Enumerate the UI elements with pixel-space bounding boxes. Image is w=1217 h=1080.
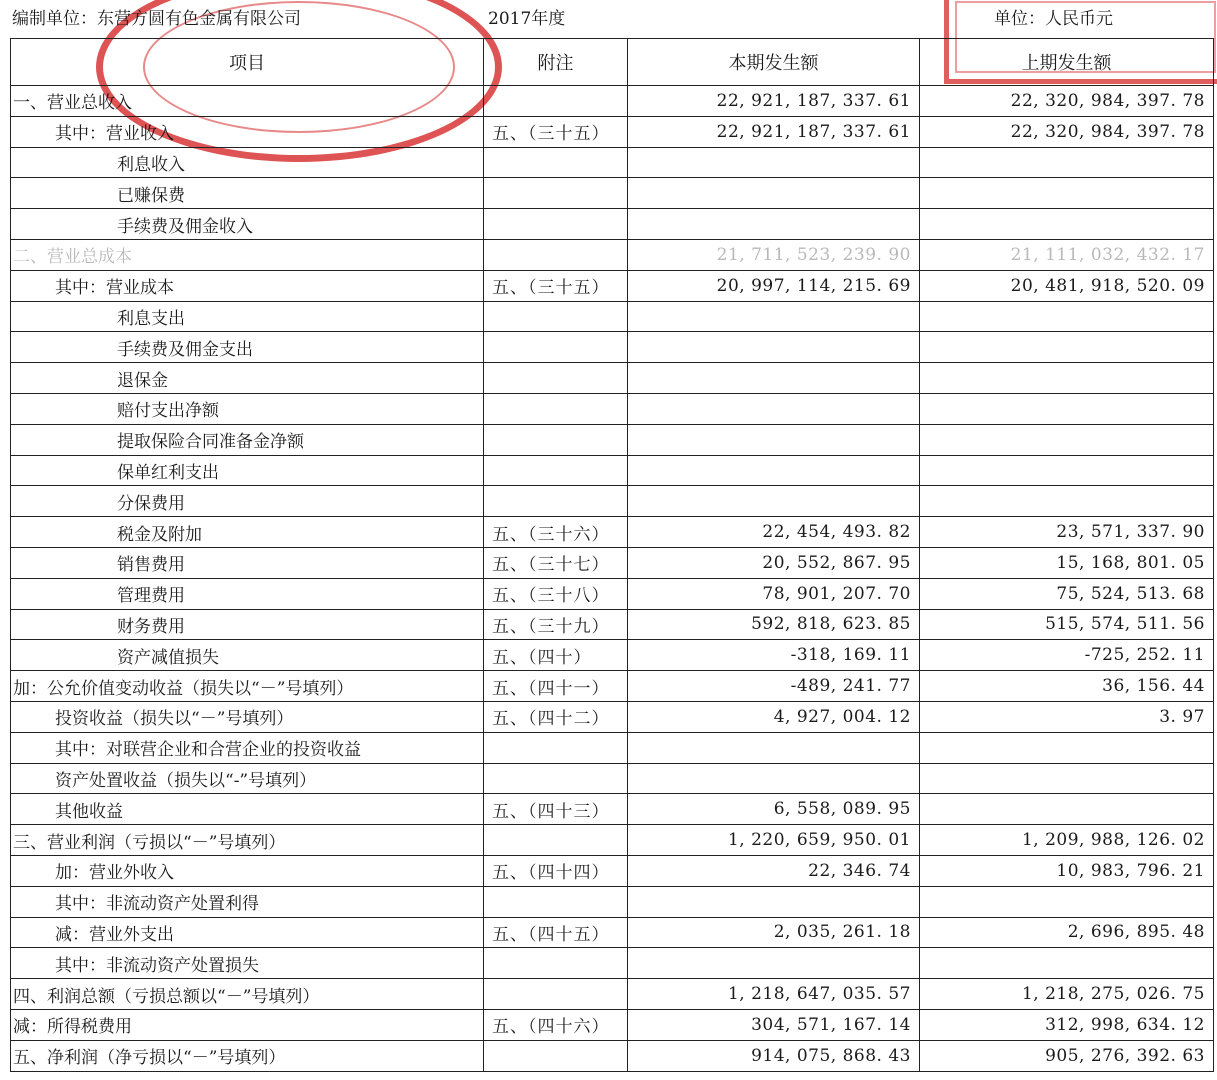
row-note-ref: 五、（四十六） <box>484 1009 628 1040</box>
row-item-label: 加：营业外收入 <box>11 855 484 886</box>
row-item-label: 保单红利支出 <box>11 455 484 486</box>
row-previous-amount: 2, 696, 895. 48 <box>920 917 1214 948</box>
row-item-label: 三、营业利润（亏损以“－”号填列） <box>11 825 484 856</box>
row-item-label: 投资收益（损失以“－”号填列） <box>11 701 484 732</box>
table-row <box>11 393 1214 424</box>
row-note-ref <box>484 393 628 424</box>
row-previous-amount <box>920 363 1214 394</box>
row-item-label: 加：公允价值变动收益（损失以“－”号填列） <box>11 671 484 702</box>
table-row <box>11 794 1214 825</box>
row-current-amount: 78, 901, 207. 70 <box>628 578 920 609</box>
row-item-label: 二、营业总成本 <box>11 239 484 270</box>
row-item-label: 其中：非流动资产处置利得 <box>11 886 484 917</box>
preparer-unit-label: 编制单位：东营方圆有色金属有限公司 <box>12 9 301 29</box>
row-note-ref <box>484 1040 628 1071</box>
row-current-amount: 1, 218, 647, 035. 57 <box>628 979 920 1010</box>
table-row <box>11 178 1214 209</box>
row-current-amount <box>628 393 920 424</box>
row-current-amount <box>628 455 920 486</box>
table-row <box>11 301 1214 332</box>
row-current-amount: 20, 552, 867. 95 <box>628 547 920 578</box>
column-header-item: 项目 <box>11 39 484 86</box>
row-previous-amount: 22, 320, 984, 397. 78 <box>920 86 1214 117</box>
currency-unit-label: 单位：人民币元 <box>994 9 1113 29</box>
table-header-row <box>11 39 1214 86</box>
row-note-ref <box>484 424 628 455</box>
row-item-label: 资产减值损失 <box>11 640 484 671</box>
row-item-label: 资产处置收益（损失以“-”号填列） <box>11 763 484 794</box>
table-row <box>11 332 1214 363</box>
row-previous-amount: 75, 524, 513. 68 <box>920 578 1214 609</box>
row-current-amount: 6, 558, 089. 95 <box>628 794 920 825</box>
row-item-label: 五、净利润（净亏损以“－”号填列） <box>11 1040 484 1071</box>
row-note-ref <box>484 147 628 178</box>
row-note-ref: 五、（四十） <box>484 640 628 671</box>
row-current-amount: 22, 921, 187, 337. 61 <box>628 116 920 147</box>
row-current-amount: 20, 997, 114, 215. 69 <box>628 270 920 301</box>
row-previous-amount: 515, 574, 511. 56 <box>920 609 1214 640</box>
row-item-label: 减：所得税费用 <box>11 1009 484 1040</box>
row-item-label: 其中：非流动资产处置损失 <box>11 948 484 979</box>
row-previous-amount <box>920 886 1214 917</box>
row-item-label: 手续费及佣金支出 <box>11 332 484 363</box>
row-item-label: 手续费及佣金收入 <box>11 209 484 240</box>
row-note-ref <box>484 301 628 332</box>
table-row <box>11 209 1214 240</box>
row-current-amount <box>628 486 920 517</box>
row-item-label: 四、利润总额（亏损总额以“－”号填列） <box>11 979 484 1010</box>
row-item-label: 减：营业外支出 <box>11 917 484 948</box>
row-current-amount <box>628 424 920 455</box>
row-item-label: 其中：对联营企业和合营企业的投资收益 <box>11 732 484 763</box>
row-current-amount <box>628 732 920 763</box>
row-previous-amount: -725, 252. 11 <box>920 640 1214 671</box>
column-header-previous: 上期发生额 <box>920 39 1214 86</box>
row-note-ref: 五、（三十六） <box>484 517 628 548</box>
row-item-label: 税金及附加 <box>11 517 484 548</box>
row-note-ref <box>484 886 628 917</box>
row-previous-amount: 22, 320, 984, 397. 78 <box>920 116 1214 147</box>
table-row <box>11 517 1214 548</box>
row-note-ref: 五、（三十七） <box>484 547 628 578</box>
row-note-ref <box>484 178 628 209</box>
row-item-label: 一、营业总收入 <box>11 86 484 117</box>
row-item-label: 利息收入 <box>11 147 484 178</box>
row-previous-amount <box>920 732 1214 763</box>
row-note-ref <box>484 948 628 979</box>
row-previous-amount: 10, 983, 796. 21 <box>920 855 1214 886</box>
row-previous-amount <box>920 393 1214 424</box>
table-row <box>11 701 1214 732</box>
row-current-amount <box>628 178 920 209</box>
row-note-ref <box>484 486 628 517</box>
row-note-ref <box>484 979 628 1010</box>
row-item-label: 分保费用 <box>11 486 484 517</box>
row-item-label: 其中：营业收入 <box>11 116 484 147</box>
table-row <box>11 640 1214 671</box>
row-previous-amount: 15, 168, 801. 05 <box>920 547 1214 578</box>
row-note-ref <box>484 363 628 394</box>
table-row <box>11 671 1214 702</box>
row-item-label: 利息支出 <box>11 301 484 332</box>
row-current-amount: 2, 035, 261. 18 <box>628 917 920 948</box>
row-previous-amount <box>920 301 1214 332</box>
row-previous-amount <box>920 486 1214 517</box>
row-previous-amount <box>920 424 1214 455</box>
income-statement-table <box>10 38 1214 1072</box>
row-current-amount: 304, 571, 167. 14 <box>628 1009 920 1040</box>
table-row <box>11 1009 1214 1040</box>
row-previous-amount <box>920 455 1214 486</box>
row-current-amount: -489, 241. 77 <box>628 671 920 702</box>
row-note-ref <box>484 86 628 117</box>
table-row <box>11 609 1214 640</box>
row-previous-amount: 1, 218, 275, 026. 75 <box>920 979 1214 1010</box>
table-row <box>11 979 1214 1010</box>
row-current-amount <box>628 147 920 178</box>
row-item-label: 退保金 <box>11 363 484 394</box>
row-current-amount: 22, 346. 74 <box>628 855 920 886</box>
row-note-ref <box>484 209 628 240</box>
row-previous-amount: 23, 571, 337. 90 <box>920 517 1214 548</box>
row-note-ref <box>484 332 628 363</box>
row-previous-amount: 20, 481, 918, 520. 09 <box>920 270 1214 301</box>
row-previous-amount <box>920 178 1214 209</box>
row-previous-amount <box>920 147 1214 178</box>
table-row <box>11 486 1214 517</box>
row-note-ref: 五、（三十五） <box>484 270 628 301</box>
row-item-label: 销售费用 <box>11 547 484 578</box>
row-previous-amount: 1, 209, 988, 126. 02 <box>920 825 1214 856</box>
document-header <box>0 0 1217 38</box>
table-row <box>11 147 1214 178</box>
row-current-amount <box>628 948 920 979</box>
row-item-label: 赔付支出净额 <box>11 393 484 424</box>
row-current-amount: 4, 927, 004. 12 <box>628 701 920 732</box>
row-note-ref: 五、（四十四） <box>484 855 628 886</box>
table-row <box>11 917 1214 948</box>
row-note-ref: 五、（四十一） <box>484 671 628 702</box>
row-previous-amount: 21, 111, 032, 432. 17 <box>920 239 1214 270</box>
row-current-amount: 1, 220, 659, 950. 01 <box>628 825 920 856</box>
table-row <box>11 455 1214 486</box>
row-note-ref <box>484 763 628 794</box>
row-previous-amount <box>920 332 1214 363</box>
row-note-ref <box>484 239 628 270</box>
row-item-label: 其他收益 <box>11 794 484 825</box>
row-previous-amount: 312, 998, 634. 12 <box>920 1009 1214 1040</box>
row-previous-amount <box>920 763 1214 794</box>
row-current-amount: 21, 711, 523, 239. 90 <box>628 239 920 270</box>
table-row <box>11 825 1214 856</box>
row-previous-amount <box>920 209 1214 240</box>
row-current-amount: -318, 169. 11 <box>628 640 920 671</box>
row-current-amount: 914, 075, 868. 43 <box>628 1040 920 1071</box>
table-row <box>11 855 1214 886</box>
table-row <box>11 424 1214 455</box>
table-row <box>11 948 1214 979</box>
row-item-label: 其中：营业成本 <box>11 270 484 301</box>
row-current-amount <box>628 209 920 240</box>
fiscal-year-label: 2017年度 <box>488 9 566 29</box>
row-previous-amount <box>920 948 1214 979</box>
table-row <box>11 270 1214 301</box>
table-row <box>11 363 1214 394</box>
row-note-ref: 五、（三十九） <box>484 609 628 640</box>
table-row <box>11 547 1214 578</box>
row-current-amount <box>628 363 920 394</box>
table-row <box>11 732 1214 763</box>
row-current-amount <box>628 763 920 794</box>
row-note-ref: 五、（三十八） <box>484 578 628 609</box>
row-current-amount: 592, 818, 623. 85 <box>628 609 920 640</box>
row-note-ref: 五、（四十二） <box>484 701 628 732</box>
column-header-note: 附注 <box>484 39 628 86</box>
row-note-ref: 五、（四十三） <box>484 794 628 825</box>
row-previous-amount <box>920 794 1214 825</box>
row-item-label: 提取保险合同准备金净额 <box>11 424 484 455</box>
row-current-amount: 22, 921, 187, 337. 61 <box>628 86 920 117</box>
row-current-amount <box>628 301 920 332</box>
row-note-ref: 五、（三十五） <box>484 116 628 147</box>
row-item-label: 管理费用 <box>11 578 484 609</box>
row-note-ref <box>484 732 628 763</box>
row-note-ref <box>484 825 628 856</box>
row-current-amount <box>628 886 920 917</box>
table-row <box>11 763 1214 794</box>
table-row <box>11 578 1214 609</box>
row-note-ref: 五、（四十五） <box>484 917 628 948</box>
row-item-label: 已赚保费 <box>11 178 484 209</box>
row-previous-amount: 36, 156. 44 <box>920 671 1214 702</box>
row-item-label: 财务费用 <box>11 609 484 640</box>
row-current-amount: 22, 454, 493. 82 <box>628 517 920 548</box>
table-row <box>11 239 1214 270</box>
table-row <box>11 1040 1214 1071</box>
table-row <box>11 886 1214 917</box>
row-current-amount <box>628 332 920 363</box>
row-previous-amount: 3. 97 <box>920 701 1214 732</box>
table-row <box>11 86 1214 117</box>
table-row <box>11 116 1214 147</box>
row-note-ref <box>484 455 628 486</box>
column-header-current: 本期发生额 <box>628 39 920 86</box>
row-previous-amount: 905, 276, 392. 63 <box>920 1040 1214 1071</box>
